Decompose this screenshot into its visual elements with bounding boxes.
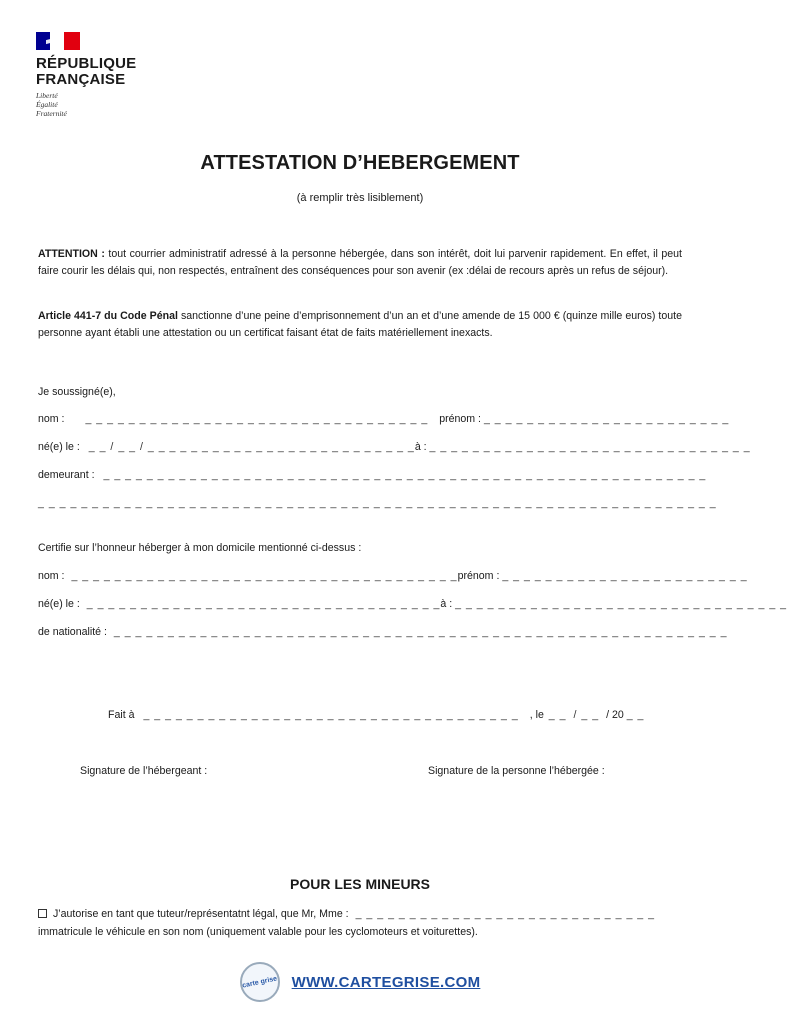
logo-line-1: RÉPUBLIQUE — [36, 55, 137, 72]
article-paragraph — [38, 308, 682, 342]
minors-text-1: J’autorise en tant que tuteur/représentatnt légal, que Mr, Mme : — [53, 908, 349, 920]
host-birthplace-field[interactable]: _ _ _ _ _ _ _ _ _ _ _ _ _ _ _ _ _ _ _ _ _ _ _ _ _ _ _ _ _ _ — [429, 441, 751, 453]
logo-line-2: FRANÇAISE — [36, 71, 126, 88]
date-month-field[interactable]: / _ _ — [573, 709, 600, 721]
article-label: Article 441-7 du Code Pénal — [38, 310, 178, 322]
guest-birthplace-field[interactable]: _ _ _ _ _ _ _ _ _ _ _ _ _ _ _ _ _ _ _ _ _ _ _ _ _ _ _ _ _ _ _ — [455, 598, 787, 610]
guest-birth-row — [38, 598, 787, 610]
motto-fraternite: Fraternité — [36, 109, 67, 118]
guest-nationality-row — [38, 626, 728, 638]
host-prenom-field[interactable]: _ _ _ _ _ _ _ _ _ _ _ _ _ _ _ _ _ _ _ _ _ _ _ — [483, 413, 730, 425]
attention-paragraph — [38, 246, 682, 280]
cartegrise-logo-icon — [240, 962, 280, 1002]
guest-ne-label: né(e) le : — [38, 598, 80, 610]
guest-nationalite-label: de nationalité : — [38, 626, 107, 638]
footer-site — [0, 962, 720, 1002]
authorization-checkbox[interactable] — [38, 909, 47, 918]
minors-text-2: immatricule le véhicule en son nom (uniquement valable pour les cyclomoteurs et voiturettes). — [38, 926, 478, 938]
guest-nom-field[interactable]: _ _ _ _ _ _ _ _ _ _ _ _ _ _ _ _ _ _ _ _ _ _ _ _ _ _ _ _ _ _ _ _ _ _ _ _ — [71, 570, 458, 582]
guest-birthdate-field[interactable]: _ _ _ _ _ _ _ _ _ _ _ _ _ _ _ _ _ _ _ _ _ _ _ _ _ _ _ _ _ _ _ _ _ — [86, 598, 441, 610]
article-text: sanctionne d’une peine d’emprisonnement d’un an et d’une amende de 15 000 € (quinze mille euros) toute personne ayant établi une attestation ou un certificat faisant état de faits matériellement inexacts. — [38, 310, 682, 339]
host-address-field-2[interactable]: _ _ _ _ _ _ _ _ _ _ _ _ _ _ _ _ _ _ _ _ _ _ _ _ _ _ _ _ _ _ _ _ _ _ _ _ _ _ _ _ _ _ _ _ _ _ _ _ _ _ _ _ _ _ _ _ _ _ _ _ _ _ _ — [38, 497, 717, 509]
cartegrise-logo-text: carte grise — [241, 974, 278, 990]
host-birthdate-field[interactable]: _ _ / _ _ / _ _ _ _ _ _ _ _ _ _ _ _ _ _ _ _ _ _ _ _ _ _ _ _ _ — [88, 441, 415, 453]
minors-title: POUR LES MINEURS — [289, 876, 430, 892]
guest-prenom-label: prénom : — [457, 570, 500, 582]
republique-francaise-logo — [36, 32, 166, 118]
host-address-field[interactable]: _ _ _ _ _ _ _ _ _ _ _ _ _ _ _ _ _ _ _ _ _ _ _ _ _ _ _ _ _ _ _ _ _ _ _ _ _ _ _ _ _ _ _ _ _ _ _ _ _ _ _ _ _ _ _ _ — [103, 469, 707, 481]
host-signature-label: Signature de l’hébergeant : — [80, 765, 208, 777]
host-nom-row — [38, 413, 729, 425]
guest-prenom-field[interactable]: _ _ _ _ _ _ _ _ _ _ _ _ _ _ _ _ _ _ _ _ _ _ _ — [502, 570, 748, 582]
host-demeurant-label: demeurant : — [38, 469, 95, 481]
host-birth-row — [38, 441, 751, 453]
fait-row — [108, 709, 644, 721]
guest-a-label: à : — [440, 598, 453, 610]
guest-nationality-field[interactable]: _ _ _ _ _ _ _ _ _ _ _ _ _ _ _ _ _ _ _ _ _ _ _ _ _ _ _ _ _ _ _ _ _ _ _ _ _ _ _ _ _ _ _ _ _ _ _ _ _ _ _ _ _ _ _ _ _ — [113, 626, 728, 638]
motto-liberte: Liberté — [36, 91, 58, 100]
fait-place-field[interactable]: _ _ _ _ _ _ _ _ _ _ _ _ _ _ _ _ _ _ _ _ _ _ _ _ _ _ _ _ _ _ _ _ _ _ _ — [143, 709, 519, 721]
minors-authorization-row — [38, 908, 655, 920]
le-label: , le — [529, 709, 544, 721]
guest-signature-label: Signature de la personne l’hébergée : — [428, 765, 605, 777]
date-year-field[interactable]: _ _ — [626, 709, 645, 721]
host-nom-label: nom : — [38, 413, 65, 425]
page-title: ATTESTATION D’HEBERGEMENT — [200, 152, 520, 174]
guest-intro: Certifie sur l’honneur héberger à mon domicile mentionné ci-dessus : — [38, 542, 362, 554]
fait-label: Fait à — [108, 709, 135, 721]
host-nom-field[interactable]: _ _ _ _ _ _ _ _ _ _ _ _ _ _ _ _ _ _ _ _ _ _ _ _ _ _ _ _ _ _ _ _ — [85, 413, 429, 425]
attention-text: tout courrier administratif adressé à la personne hébergée, dans son intérêt, doit lui parvenir rapidement. En effet, il peut faire courir les délais qui, non respectés, entraînent des conséquences pour son avenir (ex :délai de recours après un refus de séjour). — [38, 248, 682, 277]
host-prenom-label: prénom : — [439, 413, 481, 425]
marianne-flag-icon — [36, 32, 80, 50]
date-day-field[interactable]: _ _ — [548, 709, 567, 721]
guest-nom-label: nom : — [38, 570, 65, 582]
host-intro: Je soussigné(e), — [38, 386, 116, 398]
page-subtitle: (à remplir très lisiblement) — [296, 192, 424, 204]
guardian-name-field[interactable]: _ _ _ _ _ _ _ _ _ _ _ _ _ _ _ _ _ _ _ _ _ _ _ _ _ _ _ _ — [355, 908, 656, 920]
host-a-label: à : — [414, 441, 427, 453]
year-prefix: / 20 — [606, 709, 624, 721]
attention-label: ATTENTION : — [38, 248, 105, 260]
website-link[interactable]: WWW.CARTEGRISE.COM — [291, 973, 481, 991]
motto-egalite: Égalité — [36, 100, 58, 109]
host-ne-label: né(e) le : — [38, 441, 80, 453]
guest-nom-row — [38, 570, 748, 582]
host-address-row — [38, 469, 706, 481]
